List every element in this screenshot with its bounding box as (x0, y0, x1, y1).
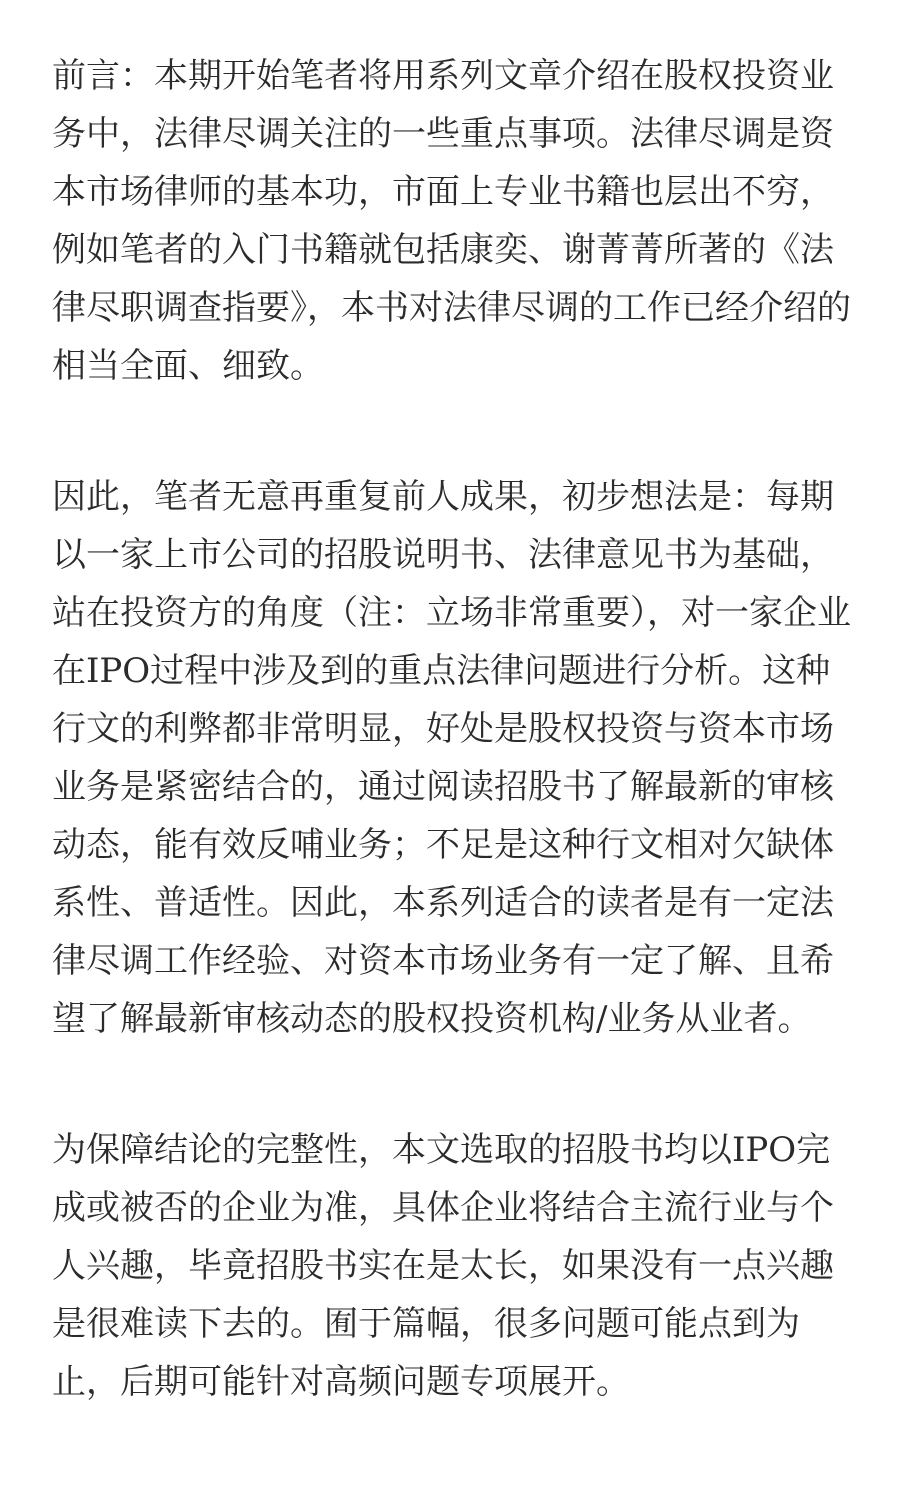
text-line: 动态，能有效反哺业务；不足是这种行文相对欠缺体 (52, 825, 834, 865)
text-line: 在IPO过程中涉及到的重点法律问题进行分析。这种 (52, 651, 831, 691)
text-line: 止，后期可能针对高频问题专项展开。 (52, 1362, 630, 1402)
text-line: 是很难读下去的。囿于篇幅，很多问题可能点到为 (52, 1304, 800, 1344)
text-line: 站在投资方的角度（注：立场非常重要），对一家企业 (52, 593, 851, 633)
text-line: 为保障结论的完整性，本文选取的招股书均以IPO完 (52, 1130, 831, 1170)
paragraph-spacer (52, 1048, 862, 1121)
text-line: 成或被否的企业为准，具体企业将结合主流行业与个 (52, 1188, 834, 1228)
article-body (52, 47, 862, 1411)
paragraph-preface (52, 47, 862, 395)
text-line: 因此，笔者无意再重复前人成果，初步想法是：每期 (52, 477, 834, 517)
paragraph-approach (52, 468, 862, 1048)
text-line: 例如笔者的入门书籍就包括康奕、谢菁菁所著的《法 (52, 230, 834, 270)
text-line: 业务是紧密结合的，通过阅读招股书了解最新的审核 (52, 767, 834, 807)
paragraph-spacer (52, 395, 862, 468)
text-line: 望了解最新审核动态的股权投资机构/业务从业者。 (52, 999, 812, 1039)
text-line: 行文的利弊都非常明显，好处是股权投资与资本市场 (52, 709, 834, 749)
text-line: 本市场律师的基本功，市面上专业书籍也层出不穷， (52, 172, 834, 212)
text-line: 前言：本期开始笔者将用系列文章介绍在股权投资业 (52, 56, 834, 96)
text-line: 以一家上市公司的招股说明书、法律意见书为基础， (52, 535, 834, 575)
paragraph-scope (52, 1121, 862, 1411)
text-line: 律尽调工作经验、对资本市场业务有一定了解、且希 (52, 941, 834, 981)
text-line: 律尽职调查指要》，本书对法律尽调的工作已经介绍的 (52, 288, 851, 328)
text-line: 相当全面、细致。 (52, 346, 324, 386)
text-line: 务中，法律尽调关注的一些重点事项。法律尽调是资 (52, 114, 834, 154)
text-line: 人兴趣，毕竟招股书实在是太长，如果没有一点兴趣 (52, 1246, 834, 1286)
text-line: 系性、普适性。因此，本系列适合的读者是有一定法 (52, 883, 834, 923)
